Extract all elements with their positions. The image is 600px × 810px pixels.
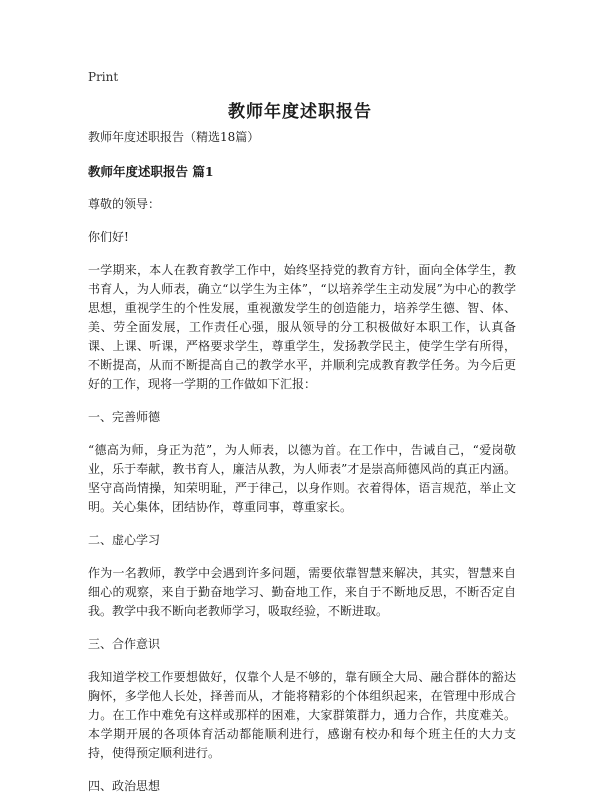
- paragraph-cooperation: 我知道学校工作要想做好，仅靠个人是不够的，靠有顾全大局、融合群体的豁达胸怀，多学他人长处，择善而从，才能将精彩的个体组织起来，在管理中形成合力。在工作中难免有这样或那样的困难，大家群策群力，通力合作，共度难关。本学期开展的各项体育活动都能顺利进行，感谢有校办和每个班主任的大力支持，使得预定顺利进行。: [88, 670, 516, 760]
- salutation: 尊敬的领导：: [88, 197, 161, 211]
- greeting: 你们好!: [88, 230, 129, 244]
- paragraph-learning: 作为一名教师，教学中会遇到许多问题，需要依靠智慧来解决，其实，智慧来自细心的观察，来自于勤奋地学习、勤奋地工作，来自于不断地反思，不断否定自我。教学中我不断向老教师学习，吸取经验，不断进取。: [88, 566, 516, 618]
- print-label: Print: [88, 70, 119, 84]
- page-title: 教师年度述职报告: [228, 102, 372, 122]
- heading-politics: 四、政治思想: [88, 779, 161, 793]
- paragraph-ethics: “德高为师，身正为范”，为人师表，以德为首。在工作中，告诫自己，“爱岗敬业，乐于奉献，教书育人，廉洁从教，为人师表”才是崇高师德风尚的真正内涵。坚守高尚情操，知荣明耻，严于律己，以身作则。衣着得体，语言规范，举止文明。关心集体，团结协作，尊重同事，尊重家长。: [88, 443, 516, 514]
- document-body: [88, 128, 516, 810]
- intro-paragraph: 一学期来，本人在教育教学工作中，始终坚持党的教育方针，面向全体学生，教书育人，为人师表，确立“以学生为主体”，“以培养学生主动发展”为中心的教学思想，重视学生的个性发展，重视激发学生的创造能力，培养学生德、智、体、美、劳全面发展，工作责任心强，服从领导的分工积极做好本职工作，认真备课、上课、听课，严格要求学生，尊重学生，发扬教学民主，使学生学有所得，不断提高，从而不断提高自己的教学水平，并顺利完成教育教学任务。为今后更好的工作，现将一学期的工作做如下汇报：: [88, 263, 516, 391]
- section-title: 教师年度述职报告 篇1: [88, 164, 214, 179]
- heading-ethics: 一、完善师德: [88, 410, 161, 424]
- document-subtitle: 教师年度述职报告（精选18篇）: [88, 130, 260, 144]
- heading-cooperation: 三、合作意识: [88, 637, 161, 651]
- heading-learning: 二、虚心学习: [88, 533, 161, 547]
